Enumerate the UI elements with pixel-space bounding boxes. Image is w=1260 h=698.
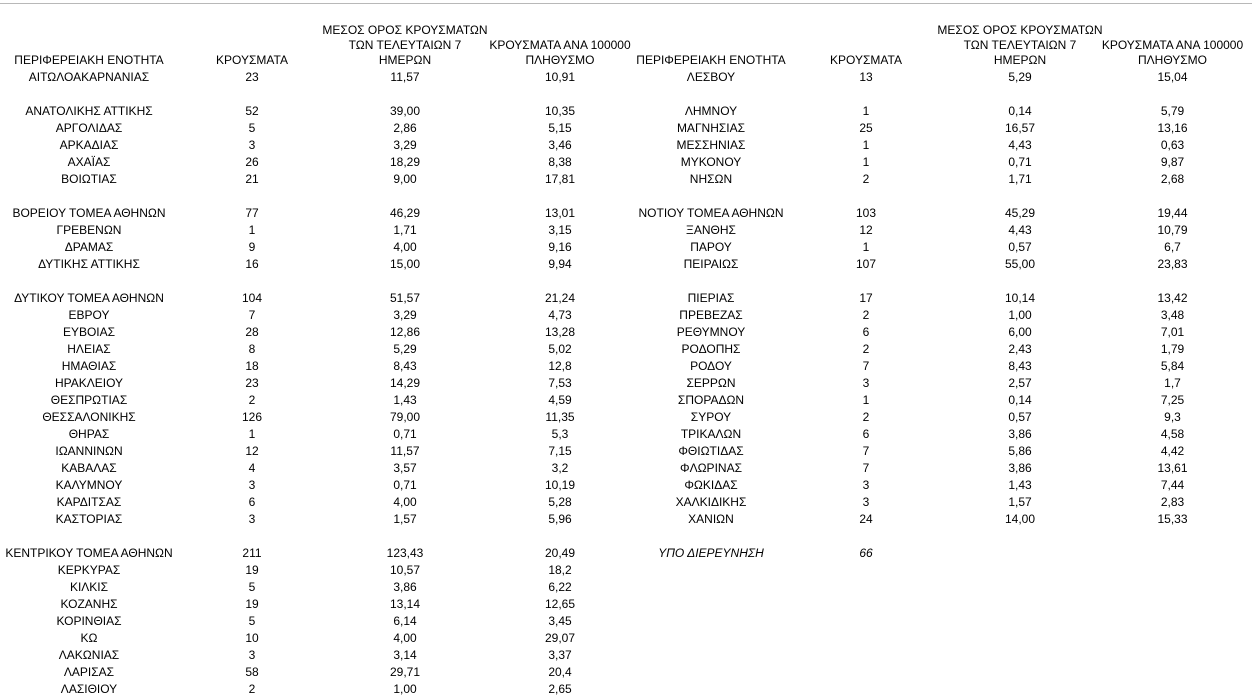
per100k-cell: 23,83 (1157, 256, 1188, 271)
cases-cell: 2 (862, 307, 870, 322)
region-cell: ΣΠΟΡΑΔΩΝ (677, 392, 745, 407)
region-cell: ΚΑΛΥΜΝΟΥ (55, 477, 123, 492)
avg-cell: 1,00 (1008, 307, 1032, 322)
region-cell: ΗΛΕΙΑΣ (67, 341, 111, 356)
region-cell: ΤΡΙΚΑΛΩΝ (680, 426, 742, 441)
avg-cell: 10,57 (389, 562, 421, 577)
avg-cell: 0,57 (1008, 409, 1032, 424)
avg-cell: 3,29 (393, 137, 417, 152)
region-cell: ΗΡΑΚΛΕΙΟΥ (54, 375, 124, 390)
per100k-cell: 10,79 (1157, 222, 1188, 237)
per100k-cell: 20,49 (544, 545, 576, 560)
per100k-cell: 5,15 (548, 120, 572, 135)
left-header-avg-line1: ΜΕΣΟΣ ΟΡΟΣ ΚΡΟΥΣΜΑΤΩΝ (322, 23, 488, 37)
per100k-cell: 13,42 (1157, 290, 1188, 305)
region-cell: ΘΕΣΣΑΛΟΝΙΚΗΣ (42, 409, 136, 424)
cases-cell: 3 (248, 647, 256, 662)
cases-cell: 3 (248, 137, 256, 152)
region-cell: ΒΟΡΕΙΟΥ ΤΟΜΕΑ ΑΘΗΝΩΝ (12, 205, 166, 220)
avg-cell: 4,00 (393, 494, 417, 509)
avg-cell: 3,86 (1008, 460, 1032, 475)
right-header-avg (930, 20, 1110, 68)
per100k-cell: 15,04 (1157, 69, 1188, 84)
region-cell: ΙΩΑΝΝΙΝΩΝ (55, 443, 123, 458)
per100k-cell: 12,8 (548, 358, 572, 373)
region-cell: ΒΟΙΩΤΙΑΣ (61, 171, 117, 186)
region-cell: ΚΟΖΑΝΗΣ (60, 596, 118, 611)
per100k-cell: 1,79 (1160, 341, 1185, 356)
cases-cell: 7 (862, 460, 870, 475)
per100k-cell: 9,16 (548, 239, 572, 254)
avg-cell: 51,57 (389, 290, 421, 305)
cases-cell: 7 (862, 443, 870, 458)
region-cell: ΣΥΡΟΥ (690, 409, 732, 424)
cases-cell: 9 (248, 239, 256, 254)
avg-cell: 4,43 (1008, 137, 1032, 152)
region-cell: ΑΝΑΤΟΛΙΚΗΣ ΑΤΤΙΚΗΣ (25, 103, 153, 118)
avg-cell: 8,43 (393, 358, 417, 373)
per100k-cell: 2,65 (548, 681, 572, 696)
right-header-cases (822, 20, 910, 68)
avg-cell: 2,43 (1008, 341, 1032, 356)
per100k-cell: 29,07 (544, 630, 576, 645)
cases-cell: 3 (248, 477, 256, 492)
left-header-per100k-line1: ΚΡΟΥΣΜΑΤΑ ΑΝΑ 100000 (489, 38, 631, 52)
cases-cell: 28 (245, 324, 259, 339)
region-cell: ΦΛΩΡΙΝΑΣ (680, 460, 742, 475)
cases-cell: 13 (859, 69, 873, 84)
region-cell: ΡΟΔΟΥ (690, 358, 732, 373)
region-cell: ΘΕΣΠΡΩΤΙΑΣ (50, 392, 128, 407)
cases-cell: 6 (862, 324, 870, 339)
cases-cell: 23 (245, 375, 259, 390)
cases-cell: 5 (248, 120, 256, 135)
cases-cell: 1 (862, 239, 870, 254)
avg-cell: 0,71 (1008, 154, 1032, 169)
per100k-cell: 2,83 (1160, 494, 1185, 509)
avg-cell: 3,86 (1008, 426, 1032, 441)
region-cell: ΝΟΤΙΟΥ ΤΟΜΕΑ ΑΘΗΝΩΝ (638, 205, 784, 220)
avg-cell: 9,00 (393, 171, 417, 186)
region-cell: ΛΑΣΙΘΙΟΥ (60, 681, 118, 696)
avg-cell: 1,71 (1008, 171, 1032, 186)
region-cell: ΔΥΤΙΚΟΥ ΤΟΜΕΑ ΑΘΗΝΩΝ (14, 290, 164, 305)
per100k-cell: 4,59 (548, 392, 572, 407)
region-cell: ΘΗΡΑΣ (68, 426, 110, 441)
avg-cell: 13,14 (389, 596, 421, 611)
left-header-avg (315, 20, 495, 68)
avg-cell: 2,86 (393, 120, 417, 135)
region-cell: ΛΗΜΝΟΥ (684, 103, 738, 118)
avg-cell: 14,29 (389, 375, 421, 390)
region-cell: ΛΑΡΙΣΑΣ (63, 664, 115, 679)
region-cell: ΞΑΝΘΗΣ (686, 222, 736, 237)
avg-cell: 123,43 (386, 545, 424, 560)
avg-cell: 0,14 (1008, 103, 1032, 118)
per100k-cell: 7,25 (1160, 392, 1185, 407)
per100k-cell: 17,81 (544, 171, 576, 186)
cases-cell: 10 (245, 630, 259, 645)
avg-cell: 5,29 (1008, 69, 1032, 84)
cases-cell: 7 (862, 358, 870, 373)
region-cell: ΛΑΚΩΝΙΑΣ (58, 647, 120, 662)
region-cell: ΑΡΓΟΛΙΔΑΣ (55, 120, 123, 135)
avg-cell: 16,57 (1004, 120, 1036, 135)
avg-cell: 1,57 (393, 511, 417, 526)
cases-cell: 26 (245, 154, 259, 169)
per100k-cell: 13,16 (1157, 120, 1188, 135)
avg-cell: 1,43 (1008, 477, 1032, 492)
avg-cell: 4,00 (393, 239, 417, 254)
cases-cell: 16 (245, 256, 259, 271)
avg-cell: 5,86 (1008, 443, 1032, 458)
region-cell: ΡΕΘΥΜΝΟΥ (676, 324, 746, 339)
per100k-cell: 5,79 (1160, 103, 1185, 118)
cases-cell: 5 (248, 613, 256, 628)
per100k-cell: 19,44 (1157, 205, 1188, 220)
region-cell: ΚΑΒΑΛΑΣ (61, 460, 117, 475)
cases-cell: 3 (862, 375, 870, 390)
avg-cell: 79,00 (389, 409, 421, 424)
avg-cell: 18,29 (389, 154, 421, 169)
cases-cell: 2 (248, 681, 256, 696)
avg-cell: 0,14 (1008, 392, 1032, 407)
per100k-cell: 4,42 (1160, 443, 1185, 458)
cases-cell: 1 (248, 426, 256, 441)
cases-cell: 6 (248, 494, 256, 509)
per100k-cell: 18,2 (548, 562, 572, 577)
per100k-cell: 5,3 (551, 426, 569, 441)
region-cell: ΧΑΝΙΩΝ (688, 511, 734, 526)
per100k-cell: 3,15 (548, 222, 572, 237)
right-header-avg-line1: ΜΕΣΟΣ ΟΡΟΣ ΚΡΟΥΣΜΑΤΩΝ (937, 23, 1103, 37)
right-header-cases-label: ΚΡΟΥΣΜΑΤΑ (830, 53, 902, 67)
cases-cell: 1 (862, 392, 870, 407)
right-header-per100k-line2: ΠΛΗΘΥΣΜΟ (1137, 53, 1208, 67)
avg-cell: 39,00 (389, 103, 421, 118)
avg-cell: 29,71 (389, 664, 421, 679)
avg-cell: 6,14 (393, 613, 417, 628)
region-cell: ΚΙΛΚΙΣ (69, 579, 109, 594)
right-header-avg-line2: ΤΩΝ ΤΕΛΕΥΤΑΙΩΝ 7 (963, 38, 1077, 52)
region-cell: ΠΙΕΡΙΑΣ (687, 290, 735, 305)
avg-cell: 1,00 (393, 681, 417, 696)
per100k-cell: 7,53 (548, 375, 572, 390)
cases-cell: 66 (859, 545, 873, 560)
per100k-cell: 6,22 (548, 579, 572, 594)
region-cell: ΚΕΡΚΥΡΑΣ (57, 562, 121, 577)
cases-cell: 2 (862, 409, 870, 424)
avg-cell: 0,71 (393, 426, 417, 441)
avg-cell: 6,00 (1008, 324, 1032, 339)
region-cell: ΚΑΡΔΙΤΣΑΣ (56, 494, 122, 509)
cases-cell: 8 (248, 341, 256, 356)
region-cell: ΦΩΚΙΔΑΣ (684, 477, 738, 492)
per100k-cell: 10,35 (544, 103, 576, 118)
region-cell: ΜΕΣΣΗΝΙΑΣ (676, 137, 746, 152)
per100k-cell: 15,33 (1157, 511, 1188, 526)
region-cell: ΕΒΡΟΥ (68, 307, 110, 322)
per100k-cell: 9,87 (1160, 154, 1185, 169)
region-cell: ΦΘΙΩΤΙΔΑΣ (678, 443, 744, 458)
avg-cell: 8,43 (1008, 358, 1032, 373)
avg-cell: 1,71 (393, 222, 417, 237)
region-cell: ΡΟΔΟΠΗΣ (681, 341, 741, 356)
per100k-cell: 5,96 (548, 511, 572, 526)
per100k-cell: 3,2 (551, 460, 569, 475)
per100k-cell: 12,65 (544, 596, 576, 611)
region-cell: ΣΕΡΡΩΝ (686, 375, 736, 390)
per100k-cell: 11,35 (545, 409, 575, 424)
per100k-cell: 9,94 (548, 256, 572, 271)
per100k-cell: 20,4 (548, 664, 572, 679)
avg-cell: 4,00 (393, 630, 417, 645)
cases-cell: 58 (245, 664, 259, 679)
right-header-per100k (1085, 20, 1260, 68)
cases-cell: 5 (248, 579, 256, 594)
top-border (0, 3, 1252, 4)
per100k-cell: 3,46 (548, 137, 572, 152)
cases-cell: 2 (862, 171, 870, 186)
region-cell: ΜΥΚΟΝΟΥ (680, 154, 742, 169)
cases-cell: 211 (242, 545, 262, 560)
region-cell: ΚΩ (80, 630, 98, 645)
cases-cell: 17 (859, 290, 873, 305)
region-cell: ΚΑΣΤΟΡΙΑΣ (55, 511, 123, 526)
region-cell: ΚΟΡΙΝΘΙΑΣ (56, 613, 122, 628)
region-cell: ΠΑΡΟΥ (690, 239, 732, 254)
avg-cell: 3,86 (393, 579, 417, 594)
left-header-cases (208, 20, 296, 68)
cases-cell: 1 (248, 222, 256, 237)
avg-cell: 3,14 (393, 647, 417, 662)
per100k-cell: 10,91 (544, 69, 576, 84)
avg-cell: 15,00 (389, 256, 421, 271)
region-cell: ΛΕΣΒΟΥ (686, 69, 736, 84)
per100k-cell: 6,7 (1164, 239, 1181, 254)
per100k-cell: 3,37 (548, 647, 572, 662)
right-header-region-label: ΠΕΡΙΦΕΡΕΙΑΚΗ ΕΝΟΤΗΤΑ (636, 53, 786, 67)
left-header-region (0, 20, 178, 68)
cases-cell: 3 (862, 494, 870, 509)
region-cell: ΚΕΝΤΡΙΚΟΥ ΤΟΜΕΑ ΑΘΗΝΩΝ (5, 545, 173, 560)
per100k-cell: 2,68 (1160, 171, 1185, 186)
right-header-avg-line3: ΗΜΕΡΩΝ (993, 53, 1047, 67)
left-header-per100k-line2: ΠΛΗΘΥΣΜΟ (525, 53, 595, 67)
cases-cell: 21 (245, 171, 259, 186)
region-cell: ΠΕΙΡΑΙΩΣ (683, 256, 739, 271)
per100k-cell: 13,01 (544, 205, 576, 220)
cases-cell: 126 (241, 409, 263, 424)
left-header-avg-line2: ΤΩΝ ΤΕΛΕΥΤΑΙΩΝ 7 (348, 38, 462, 52)
right-header-region (622, 20, 800, 68)
region-cell: ΑΧΑΪΑΣ (67, 154, 111, 169)
avg-cell: 3,29 (393, 307, 417, 322)
avg-cell: 1,57 (1008, 494, 1032, 509)
left-header-avg-line3: ΗΜΕΡΩΝ (378, 53, 432, 67)
region-cell: ΧΑΛΚΙΔΙΚΗΣ (675, 494, 747, 509)
cases-cell: 1 (862, 137, 870, 152)
avg-cell: 11,57 (390, 69, 420, 84)
avg-cell: 4,43 (1008, 222, 1032, 237)
region-cell: ΕΥΒΟΙΑΣ (62, 324, 116, 339)
per100k-cell: 1,7 (1164, 375, 1181, 390)
avg-cell: 46,29 (389, 205, 421, 220)
per100k-cell: 7,15 (548, 443, 572, 458)
per100k-cell: 9,3 (1164, 409, 1181, 424)
avg-cell: 2,57 (1008, 375, 1032, 390)
left-header-cases-label: ΚΡΟΥΣΜΑΤΑ (216, 53, 288, 67)
region-cell: ΝΗΣΩΝ (689, 171, 733, 186)
per100k-cell: 4,73 (548, 307, 572, 322)
cases-cell: 107 (855, 256, 877, 271)
left-header-region-label: ΠΕΡΙΦΕΡΕΙΑΚΗ ΕΝΟΤΗΤΑ (14, 53, 164, 67)
cases-cell: 104 (241, 290, 263, 305)
per100k-cell: 5,28 (548, 494, 572, 509)
per100k-cell: 7,01 (1160, 324, 1185, 339)
per100k-cell: 8,38 (548, 154, 572, 169)
per100k-cell: 5,02 (548, 341, 572, 356)
per100k-cell: 0,63 (1160, 137, 1185, 152)
cases-cell: 3 (862, 477, 870, 492)
cases-cell: 2 (248, 392, 256, 407)
cases-cell: 12 (245, 443, 259, 458)
avg-cell: 11,57 (390, 443, 420, 458)
per100k-cell: 10,19 (544, 477, 576, 492)
region-cell: ΥΠΟ ΔΙΕΡΕΥΝΗΣΗ (658, 545, 764, 560)
cases-cell: 24 (859, 511, 873, 526)
cases-cell: 77 (245, 205, 259, 220)
avg-cell: 10,14 (1004, 290, 1036, 305)
region-cell: ΜΑΓΝΗΣΙΑΣ (676, 120, 746, 135)
avg-cell: 3,57 (393, 460, 417, 475)
cases-cell: 23 (245, 69, 259, 84)
region-cell: ΑΡΚΑΔΙΑΣ (59, 137, 119, 152)
region-cell: ΠΡΕΒΕΖΑΣ (679, 307, 743, 322)
per100k-cell: 4,58 (1160, 426, 1185, 441)
region-cell: ΓΡΕΒΕΝΩΝ (56, 222, 122, 237)
per100k-cell: 3,45 (548, 613, 572, 628)
per100k-cell: 5,84 (1160, 358, 1185, 373)
cases-cell: 4 (248, 460, 256, 475)
region-cell: ΗΜΑΘΙΑΣ (61, 358, 117, 373)
cases-cell: 18 (245, 358, 259, 373)
per100k-cell: 3,48 (1160, 307, 1185, 322)
cases-cell: 103 (855, 205, 877, 220)
cases-cell: 6 (862, 426, 870, 441)
cases-cell: 19 (245, 562, 259, 577)
cases-cell: 3 (248, 511, 256, 526)
per100k-cell: 7,44 (1160, 477, 1185, 492)
avg-cell: 55,00 (1004, 256, 1036, 271)
cases-cell: 1 (862, 103, 870, 118)
avg-cell: 14,00 (1004, 511, 1036, 526)
avg-cell: 1,43 (393, 392, 417, 407)
cases-cell: 1 (862, 154, 870, 169)
cases-cell: 25 (859, 120, 873, 135)
cases-cell: 52 (245, 103, 259, 118)
cases-cell: 2 (862, 341, 870, 356)
cases-cell: 7 (248, 307, 256, 322)
cases-cell: 19 (245, 596, 259, 611)
region-cell: ΑΙΤΩΛΟΑΚΑΡΝΑΝΙΑΣ (28, 69, 150, 84)
per100k-cell: 21,24 (544, 290, 576, 305)
right-header-per100k-line1: ΚΡΟΥΣΜΑΤΑ ΑΝΑ 100000 (1101, 38, 1244, 52)
region-cell: ΔΥΤΙΚΗΣ ΑΤΤΙΚΗΣ (38, 256, 140, 271)
avg-cell: 5,29 (393, 341, 417, 356)
region-cell: ΔΡΑΜΑΣ (64, 239, 114, 254)
cases-cell: 12 (859, 222, 873, 237)
avg-cell: 45,29 (1004, 205, 1036, 220)
avg-cell: 0,71 (393, 477, 417, 492)
avg-cell: 0,57 (1008, 239, 1032, 254)
avg-cell: 12,86 (389, 324, 421, 339)
per100k-cell: 13,61 (1157, 460, 1188, 475)
per100k-cell: 13,28 (544, 324, 576, 339)
